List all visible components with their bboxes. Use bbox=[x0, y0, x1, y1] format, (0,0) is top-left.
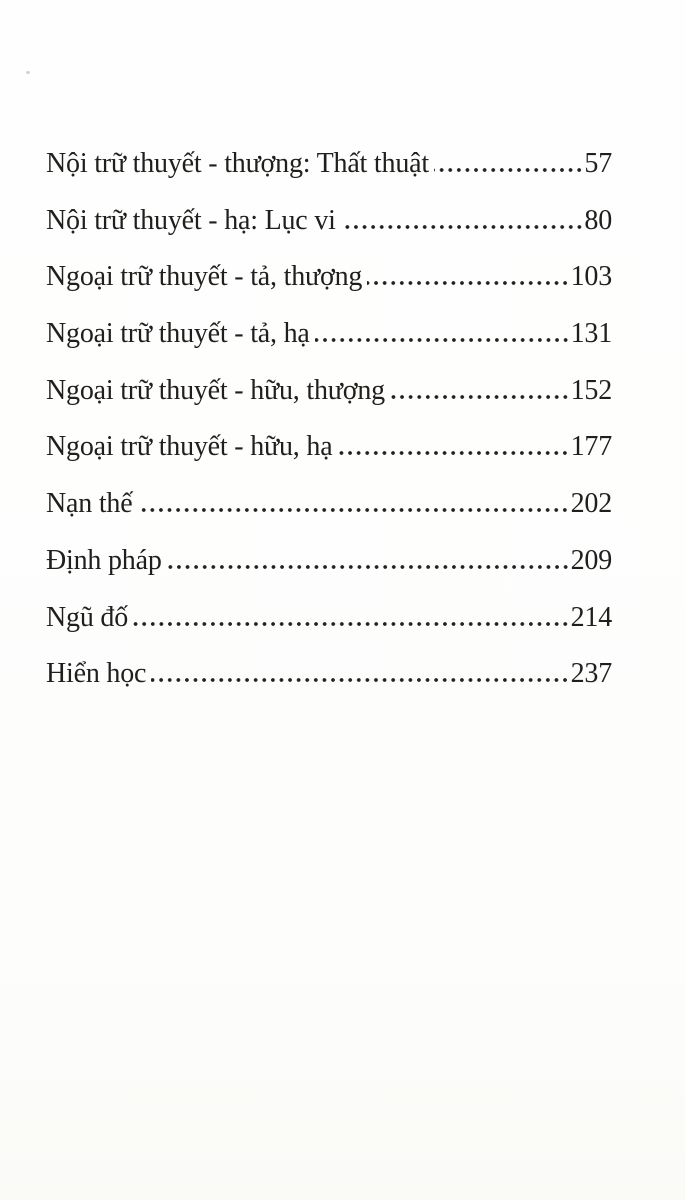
toc-entry-page: 57 bbox=[584, 148, 612, 179]
toc-entry-page: 80 bbox=[584, 204, 612, 236]
dotted-leader bbox=[167, 565, 570, 569]
toc-entry-title: Ngoại trữ thuyết - tả, hạ bbox=[46, 318, 310, 350]
toc-entry bbox=[46, 660, 612, 717]
toc-entry-page: 131 bbox=[570, 318, 612, 350]
toc-entry bbox=[46, 320, 612, 377]
toc-entry bbox=[46, 374, 612, 434]
toc-entry bbox=[46, 433, 612, 490]
dotted-leader bbox=[137, 508, 569, 512]
toc-entry-title: Nội trữ thuyết - thượng: Thất thuật bbox=[46, 148, 429, 179]
dotted-leader bbox=[133, 622, 570, 626]
toc-entry-title: Ngoại trữ thuyết - hữu, thượng bbox=[46, 374, 385, 406]
toc-entry-title: Nội trữ thuyết - hạ: Lục vi bbox=[46, 204, 336, 236]
toc-entry bbox=[46, 490, 612, 547]
dotted-leader bbox=[337, 451, 569, 455]
toc-entry bbox=[46, 544, 612, 604]
toc-entry bbox=[46, 601, 612, 661]
dotted-leader bbox=[367, 281, 569, 285]
toc-entry-title: Ngoại trữ thuyết - tả, thượng bbox=[46, 261, 363, 293]
toc-entry-page: 202 bbox=[570, 488, 612, 520]
toc-entry bbox=[46, 150, 612, 207]
toc-list bbox=[46, 150, 612, 717]
scan-speck bbox=[26, 71, 30, 74]
toc-entry-title: Định pháp bbox=[46, 544, 162, 576]
toc-entry-page: 177 bbox=[570, 431, 612, 463]
toc-entry-page: 152 bbox=[570, 374, 612, 406]
toc-entry-page: 103 bbox=[570, 261, 612, 293]
toc-entry-title: Ngoại trữ thuyết - hữu, hạ bbox=[46, 431, 333, 463]
dotted-leader bbox=[315, 338, 570, 342]
toc-entry-page: 237 bbox=[570, 658, 612, 690]
dotted-leader bbox=[390, 395, 570, 399]
toc-entry-page: 214 bbox=[570, 601, 612, 633]
toc-entry-page: 209 bbox=[570, 544, 612, 576]
toc-entry bbox=[46, 204, 612, 264]
toc-entry-title: Ngũ đố bbox=[46, 601, 129, 633]
dotted-leader bbox=[151, 678, 569, 682]
toc-entry-title: Hiển học bbox=[46, 658, 147, 690]
toc-entry-title: Nạn thế bbox=[46, 488, 133, 520]
dotted-leader bbox=[341, 225, 584, 229]
toc-entry bbox=[46, 263, 612, 320]
dotted-leader bbox=[434, 168, 583, 172]
